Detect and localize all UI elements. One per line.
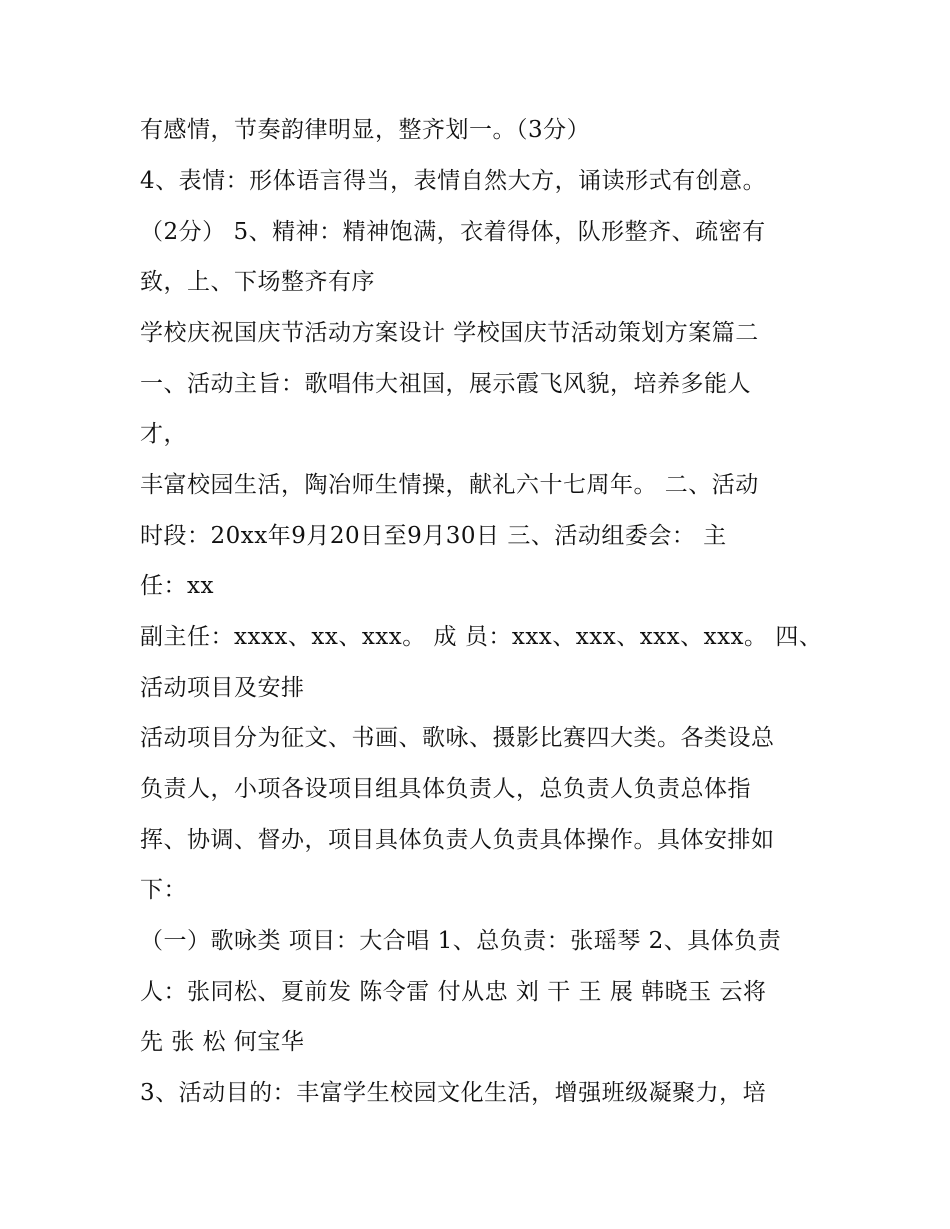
- text-line: 丰富校园生活，陶冶师生情操，献礼六十七周年。 二、活动: [140, 472, 759, 498]
- text-line: 负责人，小项各设项目组具体负责人，总负责人负责总体指: [140, 776, 751, 802]
- text-line: 人：张同松、夏前发 陈令雷 付从忠 刘 干 王 展 韩晓玉 云将: [140, 979, 767, 1005]
- text-line: 3、活动目的：丰富学生校园文化生活，增强班级凝聚力，培: [140, 1080, 767, 1106]
- text-line: （2分） 5、精神：精神饱满，衣着得体，队形整齐、疏密有: [140, 219, 766, 245]
- text-line: 先 张 松 何宝华: [140, 1029, 305, 1055]
- text-line: 挥、协调、督办，项目具体负责人负责具体操作。具体安排如: [140, 827, 775, 853]
- text-line: 时段：20xx年9月20日至9月30日 三、活动组委会： 主: [140, 523, 727, 549]
- text-line: （一）歌咏类 项目：大合唱 1、总负责：张瑶琴 2、具体负责: [140, 928, 782, 954]
- text-line: 有感情，节奏韵律明显，整齐划一。（3分）: [140, 117, 591, 143]
- text-line: 下：: [140, 877, 187, 903]
- text-line: 活动项目及安排: [140, 675, 305, 701]
- text-line: 才，: [140, 421, 187, 447]
- text-line: 4、表情：形体语言得当，表情自然大方，诵读形式有创意。: [140, 168, 767, 194]
- text-line: 任：xx: [140, 573, 214, 599]
- text-line: 学校庆祝国庆节活动方案设计 学校国庆节活动策划方案篇二: [140, 320, 759, 346]
- text-line: 活动项目分为征文、书画、歌咏、摄影比赛四大类。各类设总: [140, 725, 775, 751]
- text-line: 副主任：xxxx、xx、xxx。 成 员：xxx、xxx、xxx、xxx。 四、: [140, 624, 823, 650]
- text-line: 一、活动主旨：歌唱伟大祖国，展示霞飞风貌，培养多能人: [140, 371, 751, 397]
- text-line: 致，上、下场整齐有序: [140, 269, 375, 295]
